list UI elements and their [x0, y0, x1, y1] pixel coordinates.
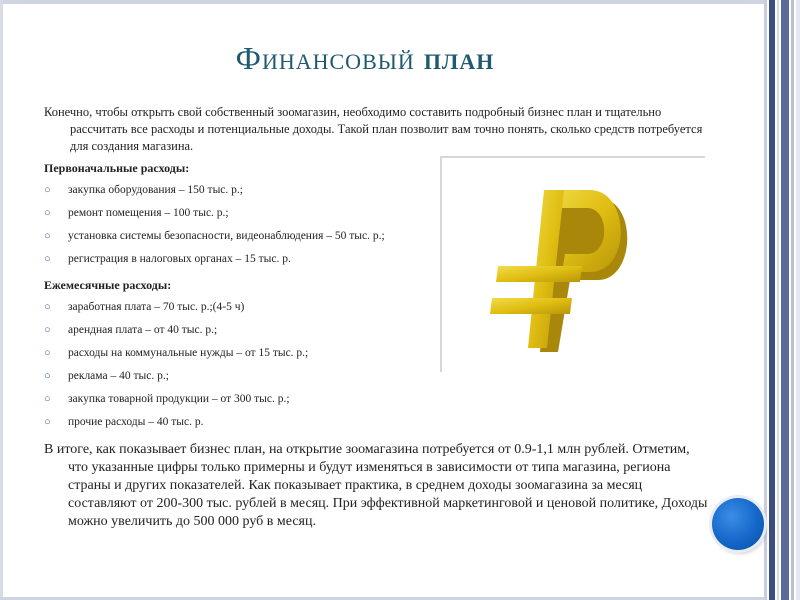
monthly-expenses-list — [44, 299, 704, 437]
list-item: ○ арендная плата – от 40 тыс. р.; — [44, 324, 218, 336]
intro-paragraph: Конечно, чтобы открыть свой собственный зоомагазин, необходимо составить подробный бизнес план и тщательно рассчитать все расходы и потенциальные доходы. Такой план позволит вам точно понять, сколько средств потребуется для создания магазина. — [44, 105, 703, 153]
initial-expenses-heading: Первоначальные расходы: — [44, 161, 190, 175]
list-item: ○ реклама – 40 тыс. р.; — [44, 370, 169, 382]
stripe — [796, 0, 800, 600]
summary-paragraph: В итоге, как показывает бизнес план, на открытие зоомагазина потребуется от 0.9-1,1 млн рублей. Отметим, что указанные цифры только примерны и будут изменяться в зависимости от типа магазина, региона страны и других показателей. Как показывает практика, в среднем доходы зоомагазина за месяц составляют от 200-300 тыс. рублей в месяц. При эффективной маркетинговой и ценовой политике, Доходы можно увеличить до 500 000 руб в месяц. — [44, 442, 708, 529]
slide-content — [44, 104, 708, 531]
bullet-icon: ○ — [44, 184, 51, 196]
list-item: ○ установка системы безопасности, видеонаблюдения – 50 тыс. р.; — [44, 230, 385, 242]
left-border — [0, 0, 3, 600]
list-item: ○ прочие расходы – 40 тыс. р. — [44, 416, 204, 428]
stripe — [764, 0, 767, 600]
monthly-expenses-heading: Ежемесячные расходы: — [44, 278, 172, 292]
stripe — [781, 0, 789, 600]
stripe — [777, 0, 779, 600]
bullet-icon: ○ — [44, 324, 51, 336]
bullet-icon: ○ — [44, 253, 51, 265]
bullet-icon: ○ — [44, 416, 51, 428]
slide-title — [0, 40, 730, 77]
stripe — [769, 0, 775, 600]
initial-expenses-list — [44, 182, 704, 274]
bullet-icon: ○ — [44, 370, 51, 382]
blue-circle-icon — [712, 498, 764, 550]
bullet-icon: ○ — [44, 207, 51, 219]
title-part-1: Финансовый — [235, 40, 415, 76]
list-item: ○ расходы на коммунальные нужды – от 15 тыс. р.; — [44, 347, 309, 359]
list-item: ○ заработная плата – 70 тыс. р.;(4-5 ч) — [44, 301, 245, 313]
stripe — [791, 0, 794, 600]
bullet-icon: ○ — [44, 230, 51, 242]
top-border — [0, 0, 764, 4]
bullet-icon: ○ — [44, 301, 51, 313]
list-item: ○ закупка оборудования – 150 тыс. р.; — [44, 184, 243, 196]
title-part-2: план — [423, 40, 495, 76]
decorative-stripes — [764, 0, 800, 600]
list-item: ○ ремонт помещения – 100 тыс. р.; — [44, 207, 229, 219]
bullet-icon: ○ — [44, 393, 51, 405]
list-item: ○ регистрация в налоговых органах – 15 тыс. р. — [44, 253, 291, 265]
bullet-icon: ○ — [44, 347, 51, 359]
list-item: ○ закупка товарной продукции – от 300 тыс. р.; — [44, 393, 290, 405]
